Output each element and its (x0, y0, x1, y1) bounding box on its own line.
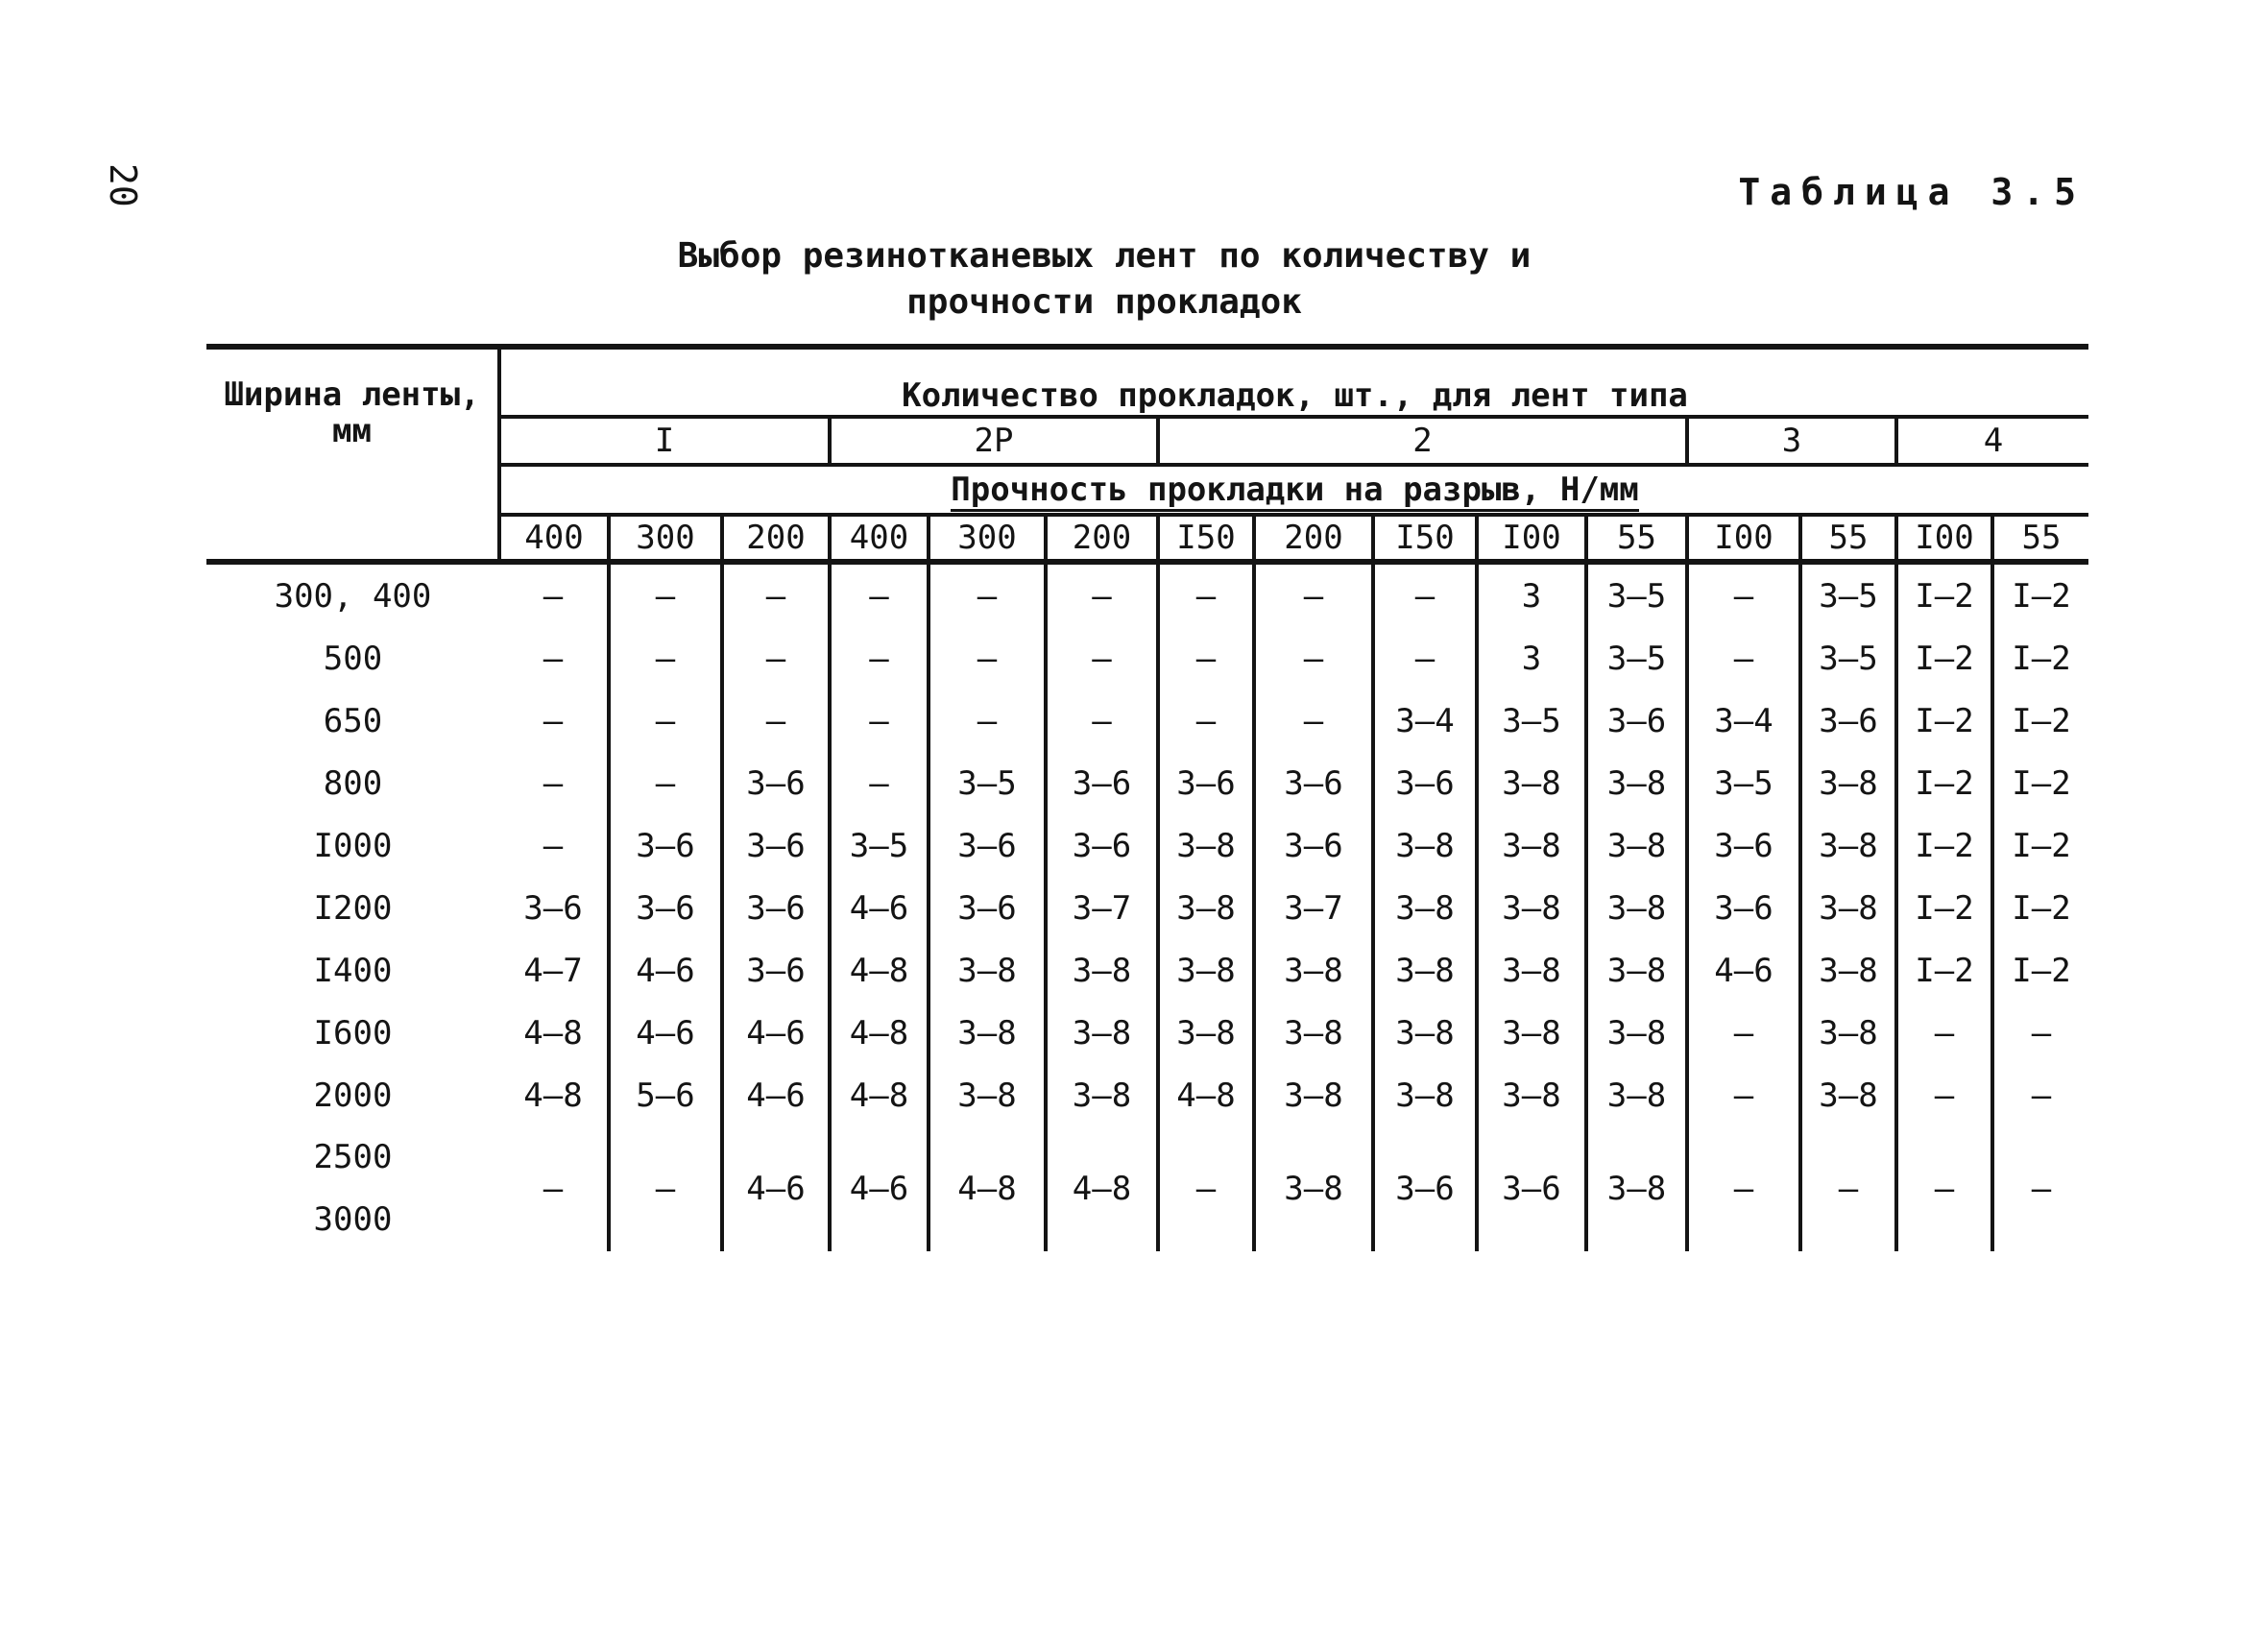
ply-count-cell: 3–6 (1586, 689, 1687, 752)
ply-count-cell: 3–8 (1373, 877, 1477, 939)
belt-width-cell: I000 (313, 826, 393, 865)
ply-count-cell: – (1687, 1064, 1800, 1126)
ply-count-cell: I–2 (2012, 576, 2071, 616)
ply-count-cell: 4–7 (499, 939, 609, 1002)
ply-count-cell: 3–5 (1687, 752, 1800, 814)
ply-count-cell: 3–6 (1046, 752, 1158, 814)
ply-count-cell: 3–6 (1687, 814, 1800, 877)
ply-count-cell: 3–6 (609, 877, 722, 939)
ply-count-cell: 3–7 (1046, 877, 1158, 939)
ply-count-cell: – (1254, 562, 1373, 627)
strength-header (499, 465, 2088, 515)
ply-count-cell: – (722, 562, 830, 627)
ply-count-cell: – (499, 689, 609, 752)
ply-count-cell: 3–8 (1046, 1002, 1158, 1064)
ply-count-cell: 3–4 (1373, 689, 1477, 752)
ply-count-cell: – (1800, 1126, 1896, 1251)
ply-count-cell: 3–8 (1477, 1002, 1586, 1064)
ply-count-cell: I–2 (2012, 701, 2071, 740)
ply-count-cell: – (1896, 1002, 1992, 1064)
ply-count-cell: – (1254, 627, 1373, 689)
strength-col-header: 300 (609, 515, 722, 562)
ply-count-cell: 3–8 (1586, 1126, 1687, 1251)
ply-count-cell: 3–7 (1254, 877, 1373, 939)
ply-count-cell: – (929, 562, 1046, 627)
table-row-merged (206, 1126, 2088, 1251)
ply-count-cell: – (499, 627, 609, 689)
belt-width-cell: 300, 400 (274, 576, 432, 616)
ply-count-cell: I–2 (2012, 763, 2071, 803)
ply-count-cell: 3–8 (1477, 814, 1586, 877)
ply-count-cell: – (1687, 1126, 1800, 1251)
ply-count-cell: 3–8 (1046, 939, 1158, 1002)
ply-count-cell: – (2031, 1013, 2052, 1052)
ply-count-cell: 3–8 (1046, 1064, 1158, 1126)
ply-count-cell: 4–6 (830, 1126, 929, 1251)
ply-count-cell: 3–6 (929, 814, 1046, 877)
ply-count-cell: 3–6 (1254, 814, 1373, 877)
strength-col-header: 200 (1254, 515, 1373, 562)
type-header-2P: 2Р (830, 417, 1158, 465)
ply-count-cell: 3–6 (929, 877, 1046, 939)
ply-count-cell: 4–8 (830, 939, 929, 1002)
ply-count-cell: 3–6 (1687, 877, 1800, 939)
ply-count-cell: 3–8 (1373, 1064, 1477, 1126)
ply-selection-table (206, 344, 2088, 1251)
ply-count-cell: 3–6 (1373, 1126, 1477, 1251)
ply-count-cell: – (1687, 1002, 1800, 1064)
ply-count-cell: – (1373, 562, 1477, 627)
ply-count-cell: – (2031, 1170, 2052, 1208)
ply-count-cell: I–2 (2012, 888, 2071, 928)
type-header-4: 4 (1896, 417, 2088, 465)
ply-count-cell: 3–8 (929, 1002, 1046, 1064)
ply-count-cell: 3–8 (1477, 939, 1586, 1002)
ply-count-cell: 3–8 (1800, 1064, 1896, 1126)
table-row (206, 877, 2088, 939)
ply-count-cell: – (722, 627, 830, 689)
ply-count-cell: 3–6 (722, 939, 830, 1002)
belt-width-a: 2500 (313, 1138, 393, 1176)
ply-count-cell: 4–8 (830, 1064, 929, 1126)
ply-count-cell: – (929, 689, 1046, 752)
ply-count-cell: 4–8 (1158, 1064, 1254, 1126)
ply-count-cell: 3–6 (1800, 689, 1896, 752)
ply-count-cell: 3–8 (1586, 814, 1687, 877)
ply-count-cell: 4–6 (830, 877, 929, 939)
ply-count-cell: 3–8 (1586, 877, 1687, 939)
ply-count-cell: 4–6 (722, 1002, 830, 1064)
ply-count-cell: I–2 (1896, 877, 1992, 939)
ply-count-cell: 3–5 (1586, 627, 1687, 689)
ply-count-cell: – (1896, 1126, 1992, 1251)
width-header-line2: мм (332, 412, 372, 450)
ply-count-cell: – (609, 562, 722, 627)
ply-count-cell: 3–6 (1477, 1126, 1586, 1251)
width-column-header (206, 347, 499, 562)
type-header-3: 3 (1687, 417, 1896, 465)
table-row (206, 627, 2088, 689)
table-row (206, 939, 2088, 1002)
ply-count-cell: I–2 (1896, 752, 1992, 814)
table-caption-line1: Выбор резинотканевых лент по количеству и (677, 236, 1532, 276)
ply-count-cell: 3–8 (1158, 814, 1254, 877)
strength-col-header: 200 (722, 515, 830, 562)
ply-count-cell: 3–8 (1254, 1126, 1373, 1251)
ply-count-cell: – (609, 752, 722, 814)
ply-count-cell: 4–8 (830, 1002, 929, 1064)
ply-count-cell: 3–8 (1373, 939, 1477, 1002)
ply-count-cell: – (929, 627, 1046, 689)
ply-count-cell: – (1254, 689, 1373, 752)
width-header-line1: Ширина ленты, (224, 375, 480, 414)
type-header-2: 2 (1158, 417, 1687, 465)
ply-count-cell: 3–8 (1158, 877, 1254, 939)
ply-count-cell: – (609, 689, 722, 752)
ply-count-cell: I–2 (2012, 826, 2071, 865)
ply-count-cell: – (1046, 562, 1158, 627)
table-row (206, 814, 2088, 877)
strength-col-header: 400 (830, 515, 929, 562)
ply-count-cell: 3–6 (1373, 752, 1477, 814)
belt-width-cell: 500 (323, 639, 383, 678)
ply-count-cell: 3–8 (1800, 752, 1896, 814)
ply-count-cell: – (1687, 562, 1800, 627)
ply-count-cell: 3–8 (1158, 1002, 1254, 1064)
ply-count-cell: – (1373, 627, 1477, 689)
strength-col-header: I00 (1896, 515, 1992, 562)
ply-count-cell: 3 (1477, 627, 1586, 689)
ply-count-cell: – (1687, 627, 1800, 689)
ply-count-cell: I–2 (1896, 627, 1992, 689)
table-row (206, 1002, 2088, 1064)
ply-count-cell: 3–8 (929, 939, 1046, 1002)
ply-count-cell: 3–8 (1477, 1064, 1586, 1126)
ply-count-cell: 3 (1477, 562, 1586, 627)
ply-count-cell: – (499, 752, 609, 814)
ply-count-cell: – (830, 752, 929, 814)
ply-count-cell: 3–8 (1158, 939, 1254, 1002)
ply-count-cell: 3–8 (1586, 1002, 1687, 1064)
ply-count-cell: 3–8 (1800, 939, 1896, 1002)
ply-count-cell: 4–8 (499, 1064, 609, 1126)
ply-count-cell: I–2 (1896, 814, 1992, 877)
strength-col-header: 55 (1586, 515, 1687, 562)
ply-count-cell: 3–6 (722, 877, 830, 939)
ply-count-cell: I–2 (2012, 639, 2071, 678)
ply-count-cell: I–2 (1896, 689, 1992, 752)
page-number: 20 (102, 163, 144, 207)
ply-count-cell: 3–8 (1586, 1064, 1687, 1126)
ply-count-cell: – (2031, 1076, 2052, 1115)
ply-count-cell: 3–8 (1800, 1002, 1896, 1064)
table-caption-line2: прочности прокладок (906, 282, 1302, 322)
table-row (206, 1064, 2088, 1126)
ply-count-cell: – (830, 562, 929, 627)
strength-col-header: 400 (499, 515, 609, 562)
ply-count-cell: – (1046, 689, 1158, 752)
ply-count-cell: 4–8 (499, 1002, 609, 1064)
ply-count-cell: 3–8 (1477, 752, 1586, 814)
ply-count-cell: 3–5 (1586, 562, 1687, 627)
belt-width-cell: I400 (313, 951, 393, 990)
ply-count-cell: – (609, 627, 722, 689)
strength-col-header: 55 (1992, 515, 2088, 562)
ply-count-cell: 4–6 (722, 1126, 830, 1251)
ply-count-cell: 3–8 (1254, 939, 1373, 1002)
strength-header-label: Прочность прокладки на разрыв, Н/мм (951, 471, 1638, 512)
ply-count-cell: 4–8 (929, 1126, 1046, 1251)
belt-width-b: 3000 (313, 1200, 393, 1239)
ply-count-cell: – (499, 814, 609, 877)
ply-count-cell: 3–6 (499, 877, 609, 939)
strength-col-header: I00 (1477, 515, 1586, 562)
type-header-I: I (499, 417, 830, 465)
ply-count-cell: 3–6 (722, 814, 830, 877)
ply-count-cell: – (830, 627, 929, 689)
ply-count-cell: 3–8 (1254, 1064, 1373, 1126)
belt-width-cell (206, 1126, 499, 1251)
ply-count-cell: 3–8 (1477, 877, 1586, 939)
ply-count-cell: 3–5 (830, 814, 929, 877)
ply-count-cell: 3–8 (1254, 1002, 1373, 1064)
ply-count-cell: – (499, 1126, 609, 1251)
ply-count-cell: 3–8 (1800, 877, 1896, 939)
strength-col-header: 55 (1800, 515, 1896, 562)
ply-count-cell: 4–8 (1046, 1126, 1158, 1251)
strength-col-header: 200 (1046, 515, 1158, 562)
ply-count-cell: – (1158, 689, 1254, 752)
ply-count-cell: – (830, 689, 929, 752)
table-row (206, 689, 2088, 752)
ply-count-cell: 3–5 (1800, 562, 1896, 627)
ply-count-cell: 3–6 (722, 752, 830, 814)
ply-count-cell: 3–6 (1158, 752, 1254, 814)
ply-count-cell: – (722, 689, 830, 752)
strength-col-header: 300 (929, 515, 1046, 562)
quantity-header (499, 347, 2088, 417)
ply-count-cell: – (1158, 562, 1254, 627)
ply-count-cell: – (1046, 627, 1158, 689)
table-row (206, 752, 2088, 814)
ply-count-cell: I–2 (1896, 562, 1992, 627)
belt-width-cell: 2000 (313, 1076, 393, 1115)
belt-width-cell: 650 (323, 701, 383, 740)
ply-count-cell: – (609, 1126, 722, 1251)
strength-col-header: I50 (1373, 515, 1477, 562)
ply-count-cell: 3–5 (929, 752, 1046, 814)
ply-count-cell: 3–6 (1046, 814, 1158, 877)
ply-count-cell: 3–8 (1373, 814, 1477, 877)
ply-count-cell: 4–6 (1687, 939, 1800, 1002)
ply-count-cell: 3–8 (929, 1064, 1046, 1126)
ply-count-cell: 3–8 (1800, 814, 1896, 877)
ply-count-cell: I–2 (1896, 939, 1992, 1002)
table-row (206, 562, 2088, 627)
quantity-header-label: Количество прокладок, шт., для лент типа (902, 376, 1688, 418)
ply-count-cell: 3–5 (1800, 627, 1896, 689)
ply-count-cell: 5–6 (609, 1064, 722, 1126)
ply-count-cell: 3–8 (1586, 752, 1687, 814)
ply-count-cell: – (1158, 627, 1254, 689)
belt-width-cell: I600 (313, 1013, 393, 1052)
ply-count-cell: 3–6 (1254, 752, 1373, 814)
ply-count-cell: 3–6 (609, 814, 722, 877)
ply-count-cell: – (499, 562, 609, 627)
ply-count-cell: 3–5 (1477, 689, 1586, 752)
belt-width-cell: 800 (323, 763, 383, 803)
ply-count-cell: – (1896, 1064, 1992, 1126)
ply-count-cell: 4–6 (609, 939, 722, 1002)
ply-count-cell: 3–8 (1586, 939, 1687, 1002)
ply-count-cell: 3–8 (1373, 1002, 1477, 1064)
ply-count-cell: 4–6 (609, 1002, 722, 1064)
belt-width-cell: I200 (313, 888, 393, 928)
ply-count-cell: 4–6 (722, 1064, 830, 1126)
ply-count-cell: 3–4 (1687, 689, 1800, 752)
ply-count-cell: – (1158, 1126, 1254, 1251)
table-label: Таблица 3.5 (1738, 171, 2086, 213)
ply-count-cell: I–2 (2012, 951, 2071, 990)
strength-col-header: I50 (1158, 515, 1254, 562)
strength-col-header: I00 (1687, 515, 1800, 562)
